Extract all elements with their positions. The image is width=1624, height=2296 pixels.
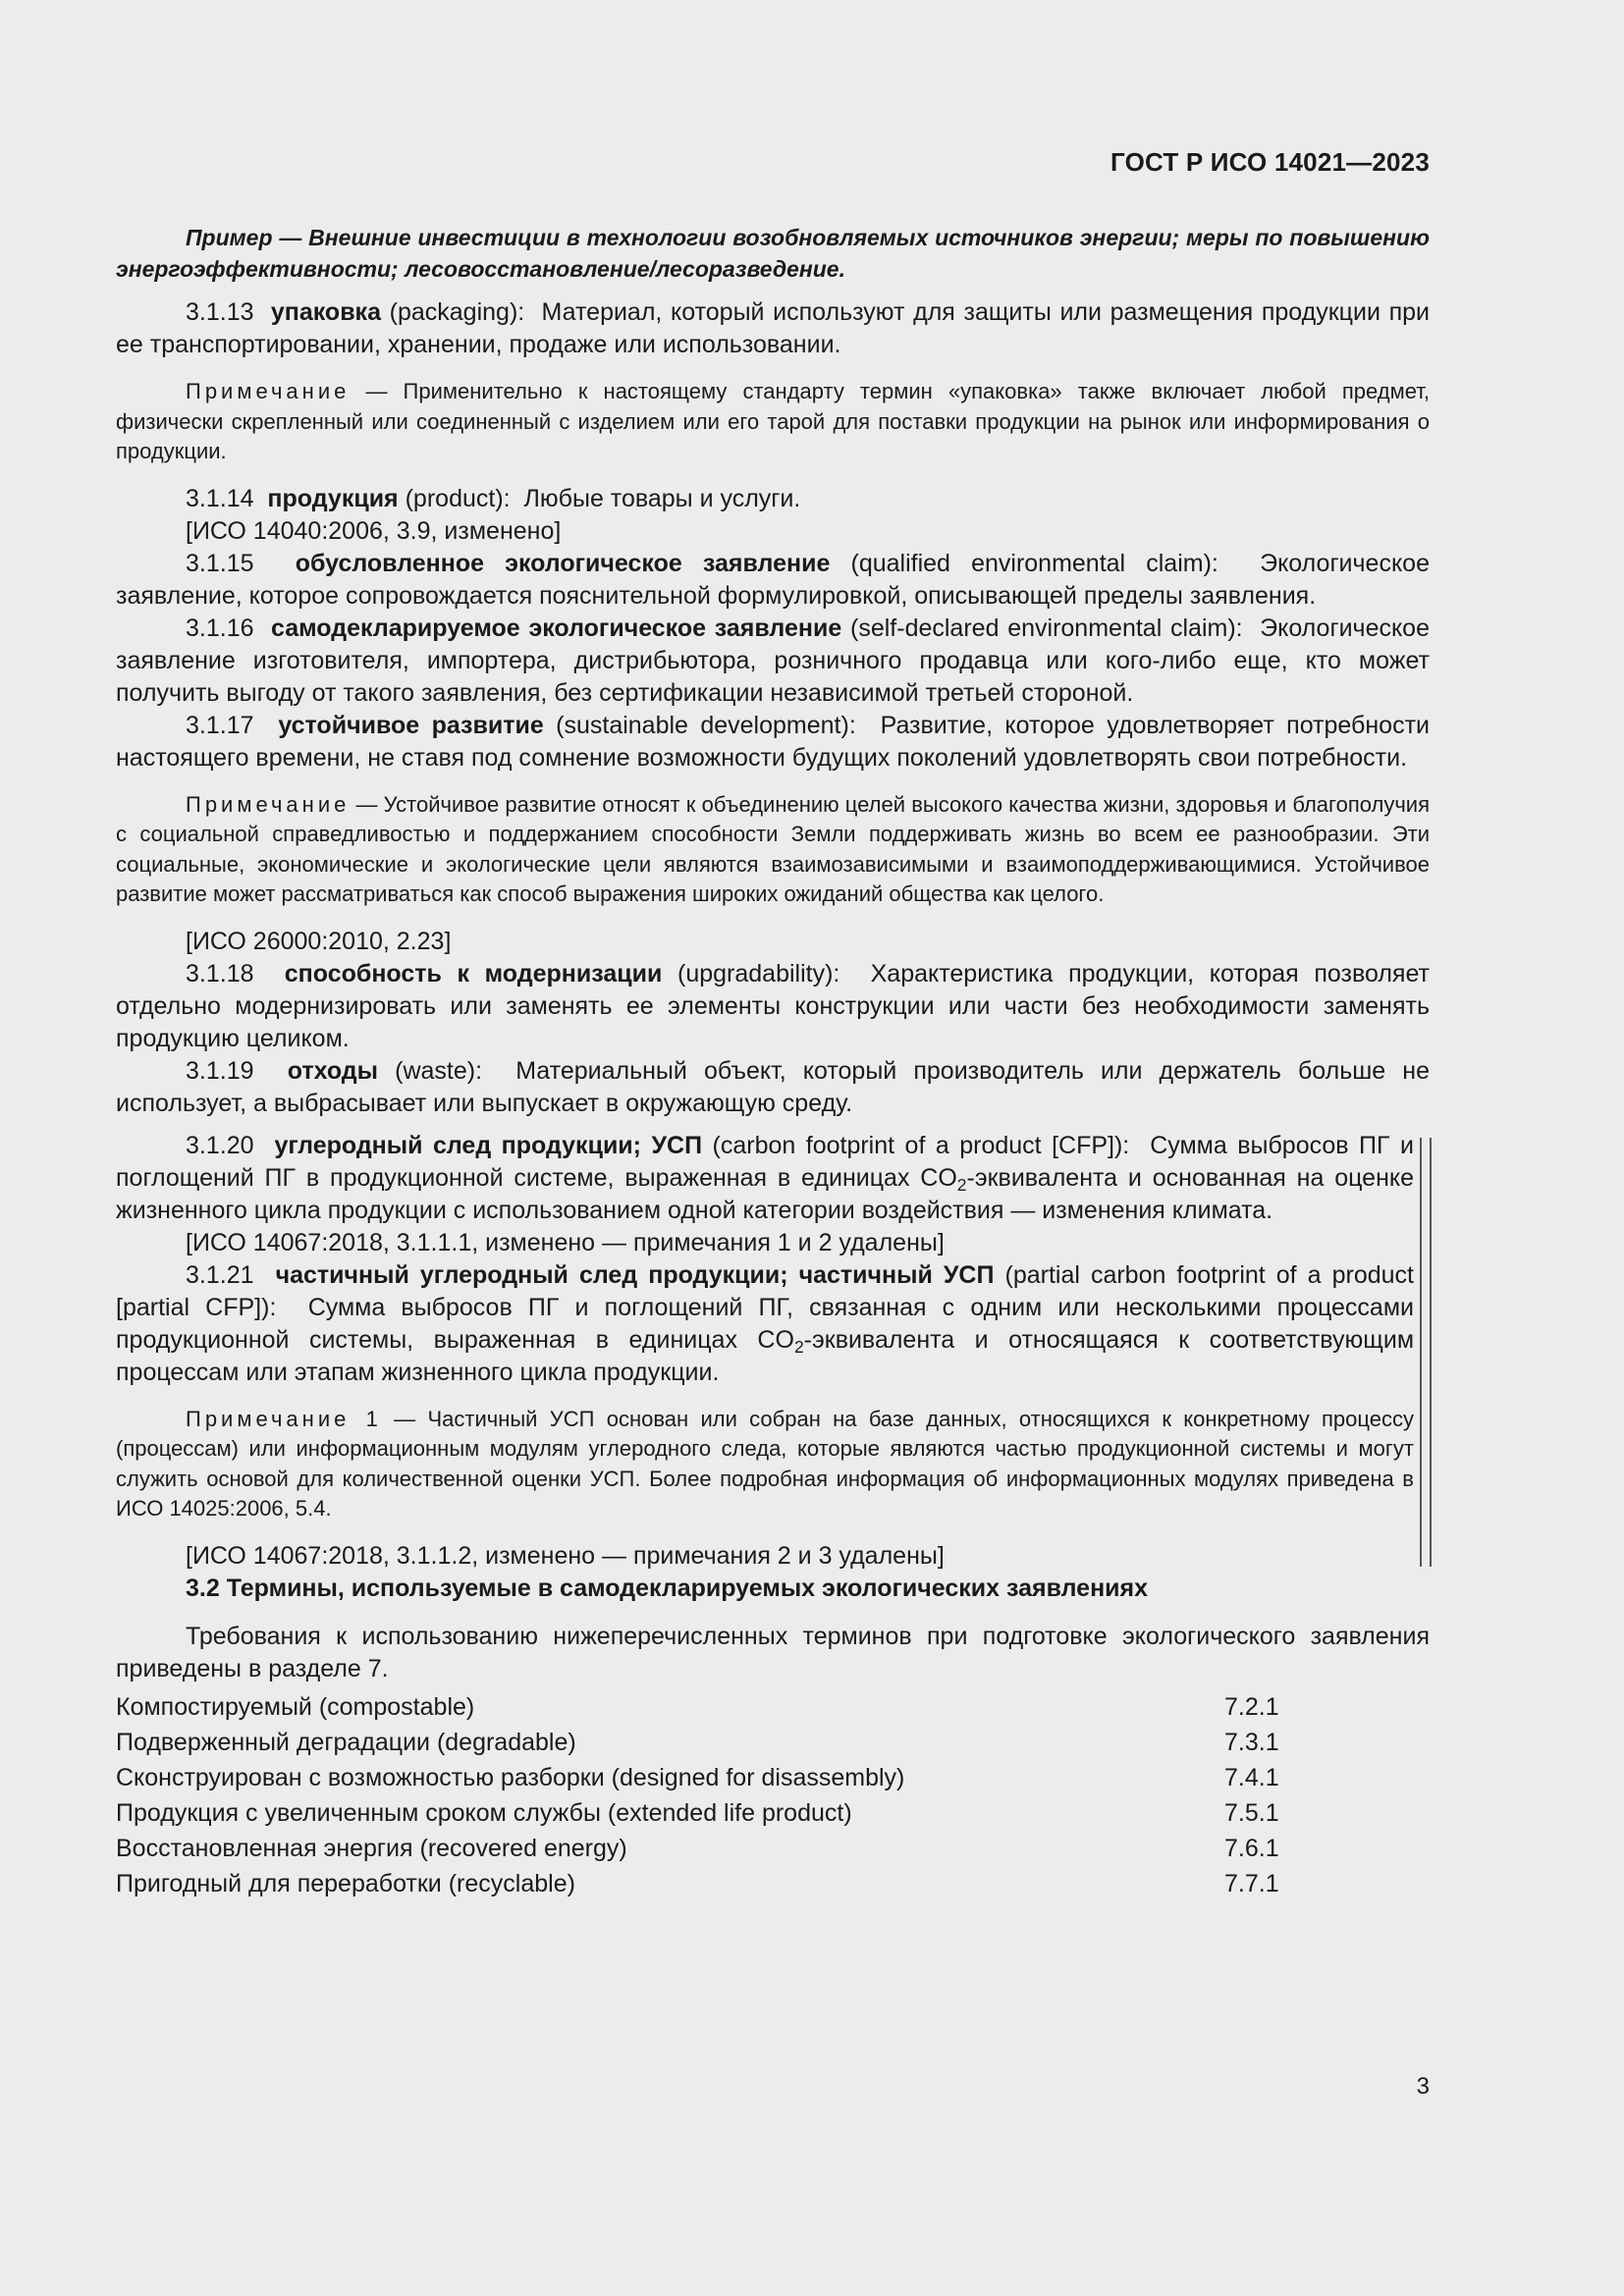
term-3-1-16: 3.1.16 самодекларируемое экологическое заявление (self-declared environmental claim): Экологическое заявление изготовителя, импортера, дистрибьютора, розничного продавца или кого-либо еще, кто может получить выгоду от такого заявления, без сертификации независимой третьей стороной. — [116, 614, 1430, 707]
list-item: Подверженный деградации (degradable) 7.3.1 — [116, 1728, 1279, 1756]
reference-3-1-17: [ИСО 26000:2010, 2.23] — [186, 927, 452, 955]
note-3-1-21: Примечание 1 — Частичный УСП основан или собран на базе данных, относящихся к конкретному процессу (процессам) или информационным модулям углеродного следа, которые являются частью продукционной системы и могут служить основой для количественной оценки УСП. Более подробная информация об информационных модулях приведена в ИСО 14025:2006, 5.4. — [116, 1406, 1414, 1521]
section-3-2-title: 3.2 Термины, используемые в самодекларируемых экологических заявлениях — [186, 1574, 1149, 1602]
page-number: 3 — [1416, 2073, 1430, 2100]
term-3-1-15: 3.1.15 обусловленное экологическое заявление (qualified environmental claim): Экологическое заявление, которое сопровождается пояснительной формулировкой, описывающей пределы заявления. — [116, 549, 1430, 610]
reference-3-1-20: [ИСО 14067:2018, 3.1.1.1, изменено — примечания 1 и 2 удалены] — [186, 1228, 945, 1256]
reference-3-1-21: [ИСО 14067:2018, 3.1.1.2, изменено — примечания 2 и 3 удалены] — [186, 1541, 945, 1570]
term-3-1-18: 3.1.18 способность к модернизации (upgradability): Характеристика продукции, которая позволяет отдельно модернизировать или заменять ее элементы конструкции или части без необходимости заменять продукцию целиком. — [116, 959, 1430, 1052]
section-3-2-intro: Требования к использованию нижеперечисленных терминов при подготовке экологического заявления приведены в разделе 7. — [116, 1622, 1430, 1682]
document-id-header: ГОСТ Р ИСО 14021—2023 — [1110, 147, 1430, 177]
modification-bar — [1420, 1138, 1432, 1567]
list-item: Пригодный для переработки (recyclable) 7.7.1 — [116, 1869, 1279, 1897]
list-item: Восстановленная энергия (recovered energy) 7.6.1 — [116, 1834, 1279, 1862]
list-item: Компостируемый (compostable) 7.2.1 — [116, 1692, 1279, 1721]
list-item: Продукция с увеличенным сроком службы (extended life product) 7.5.1 — [116, 1798, 1279, 1827]
modification-block — [116, 1130, 1430, 1573]
example-paragraph: Пример — Внешние инвестиции в технологии возобновляемых источников энергии; меры по повышению энергоэффективности; лесовосстановление/лесоразведение. — [116, 225, 1430, 282]
document-body — [116, 222, 1430, 1901]
note-3-1-13: Примечание — Применительно к настоящему стандарту термин «упаковка» также включает любой предмет, физически скрепленный или соединенный с изделием или его тарой для поставки продукции на рынок или информирования о продукции. — [116, 379, 1430, 463]
reference-3-1-14: [ИСО 14040:2006, 3.9, изменено] — [186, 516, 562, 545]
term-3-1-17: 3.1.17 устойчивое развитие (sustainable development): Развитие, которое удовлетворяет потребности настоящего времени, не ставя под сомнение возможности будущих поколений удовлетворять свои потребности. — [116, 711, 1430, 772]
note-3-1-17: Примечание — Устойчивое развитие относят к объединению целей высокого качества жизни, здоровья и благополучия с социальной справедливостью и поддержанием способности Земли поддерживать жизнь во всем ее разнообразии. Эти социальные, экономические и экологические цели являются взаимозависимыми и взаимоподдерживающимися. Устойчивое развитие может рассматриваться как способ выражения широких ожиданий общества как целого. — [116, 791, 1430, 906]
term-3-1-13: 3.1.13 упаковка (packaging): Материал, который используют для защиты или размещения продукции при ее транспортировании, хранении, продаже или использовании. — [116, 298, 1430, 358]
list-item: Сконструирован с возможностью разборки (designed for disassembly) 7.4.1 — [116, 1763, 1279, 1791]
term-3-1-14: 3.1.14 продукция (product): Любые товары и услуги. — [186, 484, 801, 512]
term-3-1-21: 3.1.21 частичный углеродный след продукции; частичный УСП (partial carbon footprint of a product [partial CFP]): Сумма выбросов ПГ и поглощений ПГ, связанная с одним или несколькими процессами продукционной системы, выраженная в единицах $CO_2$-эквивалента и относящаяся к соответствующим процессам или этапам жизненного цикла продукции. — [116, 1260, 1415, 1386]
term-3-1-19: 3.1.19 отходы (waste): Материальный объект, который производитель или держатель больше не использует, а выбрасывает или выпускает в окружающую среду. — [116, 1056, 1430, 1117]
terms-list — [116, 1689, 1430, 1901]
term-3-1-20: 3.1.20 углеродный след продукции; УСП (carbon footprint of a product [CFP]): Сумма выбросов ПГ и поглощений ПГ в продукционной системе, выраженная в единицах $CO_2$-эквивалента и основанная на оценке жизненного цикла продукции с использованием одной категории воздействия — изменения климата. — [116, 1131, 1414, 1224]
